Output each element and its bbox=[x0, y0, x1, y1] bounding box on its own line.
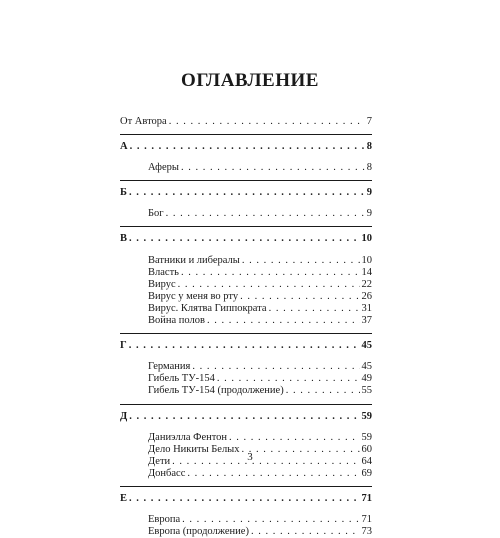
entry-label: Дети bbox=[148, 455, 171, 467]
entry-page: 10 bbox=[361, 254, 372, 266]
section-divider bbox=[120, 226, 372, 227]
section-page: 10 bbox=[361, 233, 372, 245]
toc-section-heading bbox=[120, 340, 372, 352]
section-letter: Д bbox=[120, 410, 128, 422]
toc-entry bbox=[120, 385, 372, 397]
entry-page: 14 bbox=[361, 266, 372, 278]
section-letter: Е bbox=[120, 492, 128, 504]
dot-leader bbox=[130, 141, 365, 153]
entry-label: Вирус у меня во рту bbox=[148, 290, 239, 302]
entry-label: Вирус. Клятва Гиппократа bbox=[148, 302, 267, 314]
toc-entry bbox=[120, 315, 372, 327]
table-of-contents bbox=[120, 116, 372, 538]
section-page: 59 bbox=[361, 410, 372, 422]
toc-sections bbox=[120, 141, 372, 538]
toc-intro-row bbox=[120, 116, 372, 128]
entry-label: Европа (продолжение) bbox=[148, 526, 249, 538]
entry-page: 8 bbox=[366, 162, 372, 174]
entry-page: 69 bbox=[361, 467, 372, 479]
toc-entry bbox=[120, 255, 372, 267]
toc-entry bbox=[120, 279, 372, 291]
entry-label: Гибель ТУ-154 (продолжение) bbox=[148, 385, 284, 397]
dot-leader bbox=[187, 468, 359, 480]
toc-section-heading bbox=[120, 233, 372, 245]
section-divider bbox=[120, 180, 372, 181]
dot-leader bbox=[207, 315, 360, 327]
entry-label: Власть bbox=[148, 266, 179, 278]
toc-entry bbox=[120, 514, 372, 526]
section-page: 71 bbox=[361, 492, 372, 504]
dot-leader bbox=[181, 267, 360, 279]
entry-label: Дело Никиты Белых bbox=[148, 443, 240, 455]
section-page: 8 bbox=[366, 141, 372, 153]
entry-page: 37 bbox=[361, 315, 372, 327]
dot-leader bbox=[129, 233, 359, 245]
entry-page: 55 bbox=[361, 385, 372, 397]
page-number: 3 bbox=[247, 451, 253, 463]
section-letter: В bbox=[120, 233, 128, 245]
dot-leader bbox=[251, 526, 360, 538]
entry-page: 49 bbox=[361, 373, 372, 385]
dot-leader bbox=[129, 411, 359, 423]
entry-label: Германия bbox=[148, 361, 191, 373]
entry-label: Гибель ТУ-154 bbox=[148, 373, 215, 385]
dot-leader bbox=[229, 432, 359, 444]
entry-label: Вирус bbox=[148, 278, 176, 290]
entry-page: 59 bbox=[361, 431, 372, 443]
toc-section-heading bbox=[120, 493, 372, 505]
entry-label: Война полов bbox=[148, 315, 205, 327]
dot-leader bbox=[192, 361, 359, 373]
entry-label: Ватники и либералы bbox=[148, 254, 240, 266]
toc-intro-page: 7 bbox=[366, 116, 372, 127]
dot-leader bbox=[129, 187, 365, 199]
entry-page: 73 bbox=[361, 526, 372, 538]
toc-section-heading bbox=[120, 411, 372, 423]
section-letter: Г bbox=[120, 340, 127, 352]
dot-leader bbox=[129, 493, 359, 505]
entry-page: 26 bbox=[361, 290, 372, 302]
entry-label: Донбасс bbox=[148, 467, 186, 479]
entry-page: 60 bbox=[361, 443, 372, 455]
dot-leader bbox=[129, 340, 360, 352]
toc-intro-label: От Автора bbox=[120, 116, 167, 127]
dot-leader bbox=[217, 373, 360, 385]
toc-section-heading bbox=[120, 141, 372, 153]
dot-leader bbox=[166, 208, 365, 220]
entry-page: 45 bbox=[361, 361, 372, 373]
toc-entry bbox=[120, 162, 372, 174]
toc-entry bbox=[120, 373, 372, 385]
dot-leader bbox=[242, 255, 360, 267]
toc-entry bbox=[120, 303, 372, 315]
entry-label: Бог bbox=[148, 208, 164, 220]
toc-section-heading bbox=[120, 187, 372, 199]
toc-entry bbox=[120, 468, 372, 480]
dot-leader bbox=[178, 279, 360, 291]
page-title: ОГЛАВЛЕНИЕ bbox=[181, 70, 319, 91]
entry-label: Даниэлла Фентон bbox=[148, 431, 228, 443]
section-letter: Б bbox=[120, 187, 127, 199]
entry-label: Европа bbox=[148, 514, 181, 526]
entry-page: 71 bbox=[361, 514, 372, 526]
toc-entry bbox=[120, 291, 372, 303]
entry-page: 31 bbox=[361, 302, 372, 314]
toc-entry bbox=[120, 526, 372, 538]
toc-entry bbox=[120, 432, 372, 444]
section-letter: А bbox=[120, 141, 128, 153]
dot-leader bbox=[240, 291, 359, 303]
toc-entry bbox=[120, 267, 372, 279]
toc-entry bbox=[120, 361, 372, 373]
section-divider bbox=[120, 134, 372, 135]
section-divider bbox=[120, 486, 372, 487]
section-divider bbox=[120, 333, 372, 334]
dot-leader bbox=[269, 303, 360, 315]
dot-leader bbox=[181, 162, 365, 174]
dot-leader bbox=[286, 385, 360, 397]
dot-leader bbox=[182, 514, 359, 526]
section-page: 9 bbox=[366, 187, 372, 199]
dot-leader bbox=[169, 116, 365, 128]
entry-page: 22 bbox=[361, 278, 372, 290]
toc-entry bbox=[120, 208, 372, 220]
entry-page: 9 bbox=[366, 208, 372, 220]
entry-label: Аферы bbox=[148, 162, 179, 174]
section-page: 45 bbox=[361, 340, 372, 352]
entry-page: 64 bbox=[361, 455, 372, 467]
section-divider bbox=[120, 404, 372, 405]
